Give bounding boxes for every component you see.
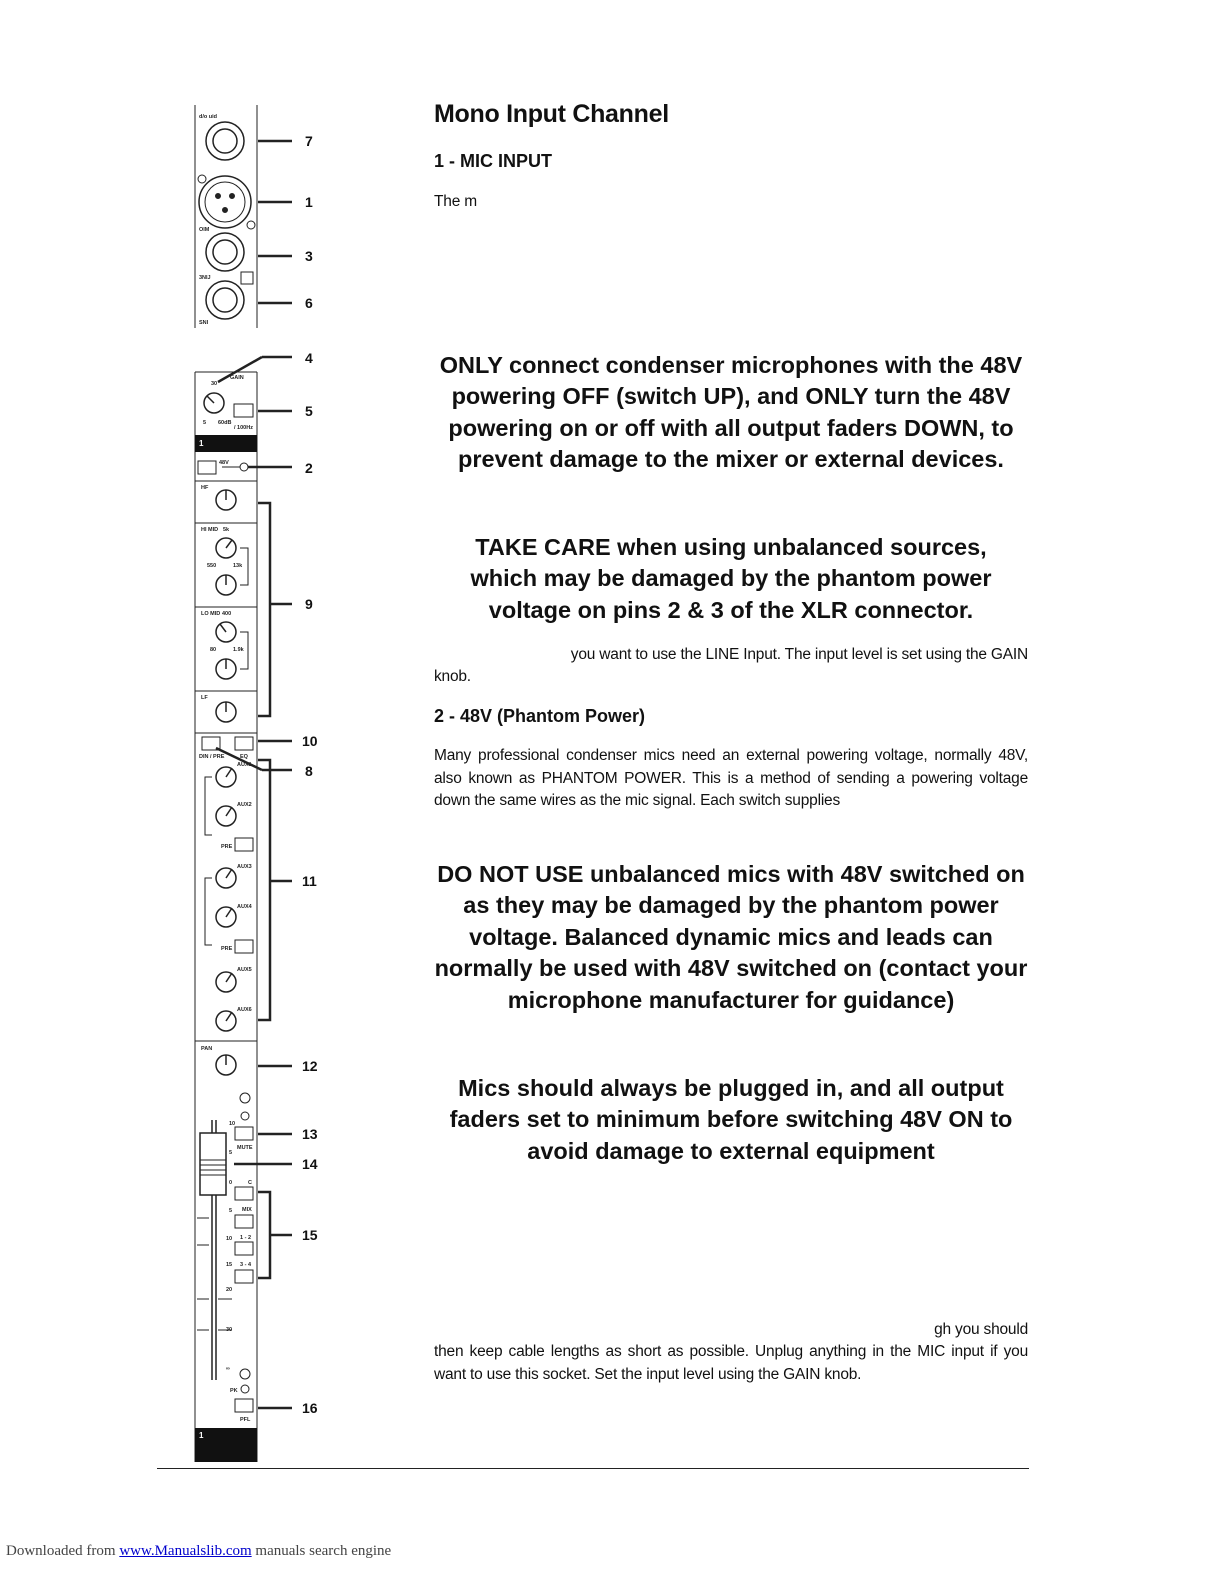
strip-label: HI MID bbox=[201, 527, 219, 533]
strip-label: d/o uid bbox=[199, 114, 218, 120]
strip-label: 3NIJ bbox=[199, 275, 211, 281]
hpf-switch bbox=[234, 404, 253, 417]
strip-label: 10 bbox=[226, 1236, 233, 1242]
strip-label: 60dB bbox=[218, 420, 232, 426]
line-input-text-end: knob. bbox=[434, 668, 471, 685]
strip-label: 20 bbox=[226, 1287, 233, 1293]
callout-9: 9 bbox=[305, 596, 313, 612]
strip-label: 30 bbox=[211, 381, 218, 387]
strip-label: / 100Hz bbox=[234, 425, 253, 431]
strip-label: OIM bbox=[199, 227, 210, 233]
warning-plug-in-first: Mics should always be plugged in, and all output faders set to minimum before switching 48V ON to avoid damage to external equipment bbox=[449, 1075, 1013, 1164]
callout-14: 14 bbox=[302, 1156, 318, 1172]
insert-text-body: then keep cable lengths as short as possible. Unplug anything in the MIC input if you want to use this socket. Set the input level using the GAIN knob. bbox=[434, 1343, 1028, 1383]
strip-label: 550 bbox=[207, 563, 217, 569]
strip-label: 10 bbox=[229, 1121, 236, 1127]
strip-label: 1.9k bbox=[233, 647, 244, 653]
callout-4: 4 bbox=[305, 350, 313, 366]
mute-switch bbox=[235, 1127, 253, 1140]
strip-label: 30 bbox=[226, 1327, 233, 1333]
eq-switch bbox=[235, 737, 253, 750]
line-input-text: you want to use the LINE Input. The input level is set using the GAIN bbox=[570, 646, 1028, 663]
strip-label: PFL bbox=[240, 1417, 251, 1423]
strip-label: 3 - 4 bbox=[240, 1262, 252, 1268]
insert-jack bbox=[206, 281, 244, 319]
strip-label: MIX bbox=[242, 1207, 252, 1213]
pfl-switch bbox=[235, 1399, 253, 1412]
channel-strip-diagram bbox=[150, 100, 350, 1470]
callout-13: 13 bbox=[302, 1126, 318, 1142]
callout-15: 15 bbox=[302, 1227, 318, 1243]
footer-suffix: manuals search engine bbox=[251, 1543, 392, 1559]
direct-out-jack bbox=[206, 122, 244, 160]
section-heading-mic-input: 1 - MIC INPUT bbox=[434, 151, 553, 171]
channel-number-top: 1 bbox=[199, 439, 204, 448]
callout-16: 16 bbox=[302, 1400, 318, 1416]
download-footer bbox=[6, 1543, 391, 1560]
callout-5: 5 bbox=[305, 403, 313, 419]
strip-label: 0 bbox=[229, 1180, 233, 1186]
strip-label: AUX2 bbox=[237, 802, 252, 808]
manualslib-link[interactable]: www.Manualslib.com bbox=[119, 1543, 252, 1559]
strip-label: AUX4 bbox=[237, 904, 252, 910]
strip-label: 15 bbox=[226, 1262, 233, 1268]
strip-label: 48V bbox=[219, 460, 229, 466]
callout-2: 2 bbox=[305, 460, 313, 476]
strip-label: PAN bbox=[201, 1046, 213, 1052]
strip-label: 1 - 2 bbox=[240, 1235, 252, 1241]
callout-12: 12 bbox=[302, 1058, 318, 1074]
strip-label: 5k bbox=[223, 527, 230, 533]
footer-prefix: Downloaded from bbox=[6, 1543, 120, 1559]
strip-label: HF bbox=[201, 485, 209, 491]
strip-label: 5 bbox=[203, 420, 207, 426]
strip-label: 13k bbox=[233, 563, 243, 569]
strip-label: EQ bbox=[240, 754, 248, 760]
phantom-power-body: Many professional condenser mics need an external powering voltage, normally 48V, also known as PHANTOM POWER. This is a method of sending a powering voltage down the same wires as the mic signal. Each switch supplies bbox=[434, 747, 1028, 809]
strip-label: PRE bbox=[221, 844, 233, 850]
mic-input-intro: The m bbox=[434, 193, 477, 210]
callout-1: 1 bbox=[305, 194, 313, 210]
section-heading-48v: 2 - 48V (Phantom Power) bbox=[434, 706, 646, 726]
page-title: Mono Input Channel bbox=[434, 100, 669, 128]
channel-number-bottom: 1 bbox=[199, 1431, 204, 1440]
strip-label: C bbox=[248, 1180, 252, 1186]
channel-fader bbox=[200, 1133, 226, 1195]
strip-label: AUX5 bbox=[237, 967, 252, 973]
insert-text-fragment: gh you should bbox=[934, 1321, 1028, 1338]
strip-label: AUX6 bbox=[237, 1007, 252, 1013]
strip-label: 5 bbox=[229, 1208, 233, 1214]
callout-10: 10 bbox=[302, 733, 318, 749]
strip-label: 400 bbox=[222, 611, 232, 617]
callout-8: 8 bbox=[305, 763, 313, 779]
xlr-mic-socket bbox=[199, 176, 251, 228]
strip-label: 5 bbox=[229, 1150, 233, 1156]
strip-label: SNI bbox=[199, 320, 209, 326]
strip-label: GAIN bbox=[230, 375, 244, 381]
strip-label: 80 bbox=[210, 647, 217, 653]
strip-label: DIN / PRE bbox=[199, 754, 225, 760]
callout-7: 7 bbox=[305, 133, 313, 149]
phantom-48v-switch bbox=[198, 461, 216, 474]
warning-unbalanced-sources: TAKE CARE when using unbalanced sources, which may be damaged by the phantom power voltage on pins 2 & 3 of the XLR connector. bbox=[470, 534, 992, 623]
callout-11: 11 bbox=[302, 873, 317, 889]
strip-label: LO MID bbox=[201, 611, 221, 617]
strip-label: ∞ bbox=[226, 1366, 230, 1372]
page-divider bbox=[157, 1468, 1029, 1469]
callout-3: 3 bbox=[305, 248, 313, 264]
strip-label: LF bbox=[201, 695, 208, 701]
strip-label: PRE bbox=[221, 946, 233, 952]
warning-condenser-48v: ONLY connect condenser microphones with the 48V powering OFF (switch UP), and ONLY turn the 48V powering on or off with all output faders DOWN, to prevent damage to the mixer or external devices. bbox=[439, 352, 1023, 473]
strip-label: AUX1 bbox=[237, 762, 252, 768]
callout-6: 6 bbox=[305, 295, 313, 311]
strip-label: PK bbox=[230, 1388, 238, 1394]
strip-label: AUX3 bbox=[237, 864, 252, 870]
strip-label: MUTE bbox=[237, 1145, 253, 1151]
warning-unbalanced-mics: DO NOT USE unbalanced mics with 48V switched on as they may be damaged by the phantom power voltage. Balanced dynamic mics and leads can normally be used with 48V switched on (contact your microphone manufacturer for guidance) bbox=[434, 861, 1028, 1013]
line-input-jack bbox=[206, 233, 244, 271]
